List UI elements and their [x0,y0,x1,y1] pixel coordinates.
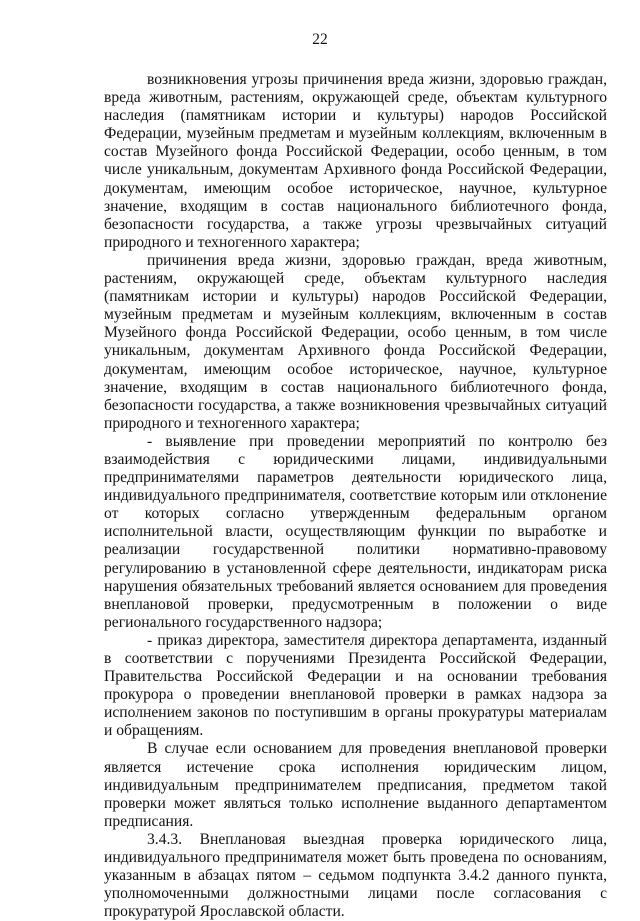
paragraph: - выявление при проведении мероприятий по контролю без взаимодействия с юридическими лицами, индивидуальными предпринимателями параметров деятельности юридического лица, индивидуального предпринимателя, соответствие которым или отклонение от которых согласно утвержденным федеральным органом исполнительной власти, осуществляющим функции по выработке и реализации государственной политики нормативно-правовому регулированию в установленной сфере деятельности, индикаторам риска нарушения обязательных требований является основанием для проведения внеплановой проверки, предусмотренным в положении о виде регионального государственного надзора; [104,432,607,631]
paragraph: - приказ директора, заместителя директора департамента, изданный в соответствии с поручениями Президента Российской Федерации, Правительства Российской Федерации и на основании требования прокурора о проведении внеплановой проверки в рамках надзора за исполнением законов по поступившим в органы прокуратуры материалам и обращениям. [104,631,607,740]
paragraph: 3.4.3. Внеплановая выездная проверка юридического лица, индивидуального предпринимателя может быть проведена по основаниям, указанным в абзацах пятом – седьмом подпункта 3.4.2 данного пункта, уполномоченными должностными лицами после согласования с прокуратурой Ярославской области. [104,830,607,921]
paragraph: причинения вреда жизни, здоровью граждан, вреда животным, растениям, окружающей среде, объектам культурного наследия (памятникам истории и культуры) народов Российской Федерации, музейным предметам и музейным коллекциям, включенным в состав Музейного фонда Российской Федерации, особо ценным, в том числе уникальным, документам Архивного фонда Российской Федерации, документам, имеющим особое историческое, научное, культурное значение, входящим в состав национального библиотечного фонда, безопасности государства, а также возникновения чрезвычайных ситуаций природного и техногенного характера; [104,251,607,432]
paragraph: возникновения угрозы причинения вреда жизни, здоровью граждан, вреда животным, растениям, окружающей среде, объектам культурного наследия (памятникам истории и культуры) народов Российской Федерации, музейным предметам и музейным коллекциям, включенным в состав Музейного фонда Российской Федерации, особо ценным, в том числе уникальным, документам Архивного фонда Российской Федерации, документам, имеющим особое историческое, научное, культурное значение, входящим в состав национального библиотечного фонда, безопасности государства, а также угрозы чрезвычайных ситуаций природного и техногенного характера; [104,71,607,251]
page-number: 22 [312,31,328,48]
paragraph: В случае если основанием для проведения внеплановой проверки является истечение срока исполнения юридическим лицом, индивидуальным предпринимателем предписания, предметом такой проверки может являться только исполнение выданного департаментом предписания. [104,740,607,830]
document-body [104,71,607,921]
